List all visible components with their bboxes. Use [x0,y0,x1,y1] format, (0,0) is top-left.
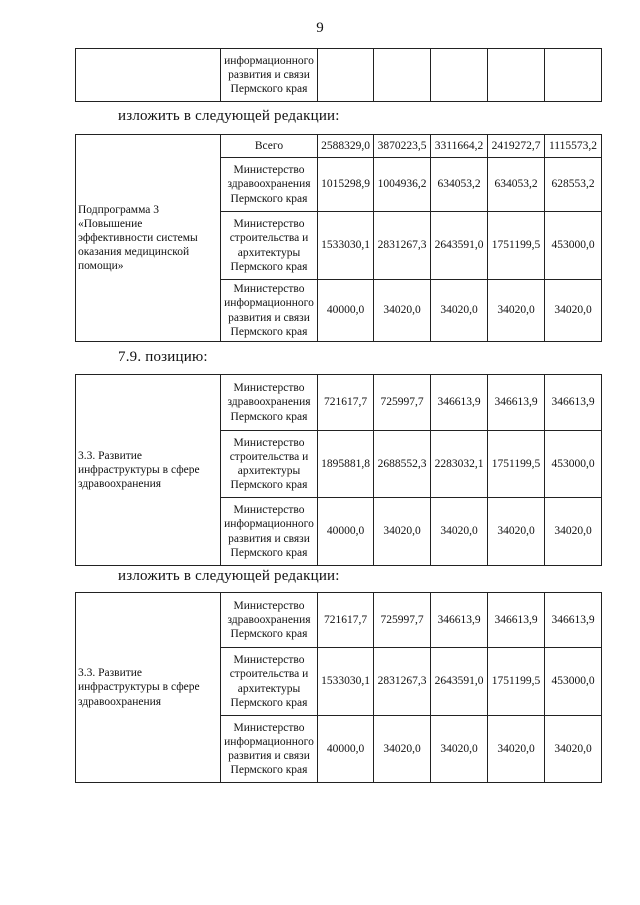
value-cell: 34020,0 [488,498,545,566]
value-cell [488,49,545,102]
value-cell: 721617,7 [318,593,374,648]
value-cell: 34020,0 [431,498,488,566]
value-cell: 725997,7 [374,593,431,648]
value-cell: 1115573,2 [545,135,602,158]
heading-edition-2: изложить в следующей редакции: [118,568,340,584]
value-cell: 34020,0 [431,280,488,342]
org-cell: Министерство здравоохранения Пермского края [221,158,318,212]
top-fragment-table [75,48,602,102]
value-cell: 721617,7 [318,375,374,431]
value-cell: 34020,0 [545,280,602,342]
org-cell: Министерство строительства и архитектуры Пермского края [221,212,318,280]
table-row [76,135,602,158]
value-cell: 346613,9 [431,375,488,431]
value-cell [431,49,488,102]
value-cell: 346613,9 [488,593,545,648]
value-cell: 40000,0 [318,498,374,566]
table-row [76,593,602,648]
value-cell: 34020,0 [374,716,431,783]
value-cell: 2643591,0 [431,648,488,716]
value-cell: 346613,9 [488,375,545,431]
value-cell: 1751199,5 [488,431,545,498]
value-cell: 346613,9 [431,593,488,648]
value-cell: 40000,0 [318,280,374,342]
value-cell: 34020,0 [545,498,602,566]
value-cell: 634053,2 [488,158,545,212]
org-cell: Министерство информационного развития и связи Пермского края [221,498,318,566]
heading-position: 7.9. позицию: [118,349,208,365]
value-cell: 3870223,5 [374,135,431,158]
org-cell: Всего [221,135,318,158]
value-cell: 34020,0 [374,498,431,566]
org-cell: Министерство здравоохранения Пермского края [221,593,318,648]
value-cell: 2831267,3 [374,212,431,280]
heading-edition-1: изложить в следующей редакции: [118,108,340,124]
org-cell: Министерство строительства и архитектуры Пермского края [221,431,318,498]
value-cell: 3311664,2 [431,135,488,158]
value-cell: 628553,2 [545,158,602,212]
page-number: 9 [316,20,324,36]
value-cell: 725997,7 [374,375,431,431]
org-cell: Министерство информационного развития и связи Пермского края [221,280,318,342]
value-cell: 1533030,1 [318,212,374,280]
subprogram-cell [76,49,221,102]
value-cell: 346613,9 [545,593,602,648]
org-cell: Министерство здравоохранения Пермского края [221,375,318,431]
value-cell: 34020,0 [488,716,545,783]
position-3-3-new-table [75,592,602,783]
value-cell: 40000,0 [318,716,374,783]
subprogram-cell: 3.3. Развитие инфраструктуры в сфере здравоохранения [76,593,221,783]
value-cell: 453000,0 [545,431,602,498]
value-cell: 2588329,0 [318,135,374,158]
subprogram-cell: Подпрограмма 3 «Повышение эффективности системы оказания медицинской помощи» [76,135,221,342]
org-cell: Министерство строительства и архитектуры Пермского края [221,648,318,716]
table-row [76,375,602,431]
value-cell: 2643591,0 [431,212,488,280]
value-cell: 34020,0 [545,716,602,783]
value-cell: 453000,0 [545,212,602,280]
value-cell: 1533030,1 [318,648,374,716]
table-row [76,49,602,102]
subprogram-cell: 3.3. Развитие инфраструктуры в сфере здравоохранения [76,375,221,566]
value-cell: 346613,9 [545,375,602,431]
value-cell: 1751199,5 [488,648,545,716]
value-cell: 34020,0 [431,716,488,783]
value-cell: 1751199,5 [488,212,545,280]
value-cell [374,49,431,102]
value-cell: 2831267,3 [374,648,431,716]
value-cell: 634053,2 [431,158,488,212]
value-cell: 2283032,1 [431,431,488,498]
value-cell: 1895881,8 [318,431,374,498]
org-cell: информационного развития и связи Пермского края [221,49,318,102]
position-3-3-old-table [75,374,602,566]
org-cell: Министерство информационного развития и связи Пермского края [221,716,318,783]
value-cell: 34020,0 [374,280,431,342]
value-cell: 34020,0 [488,280,545,342]
value-cell [545,49,602,102]
value-cell: 2688552,3 [374,431,431,498]
value-cell: 1015298,9 [318,158,374,212]
value-cell: 453000,0 [545,648,602,716]
subprogram-3-table [75,134,602,342]
value-cell [318,49,374,102]
value-cell: 1004936,2 [374,158,431,212]
value-cell: 2419272,7 [488,135,545,158]
